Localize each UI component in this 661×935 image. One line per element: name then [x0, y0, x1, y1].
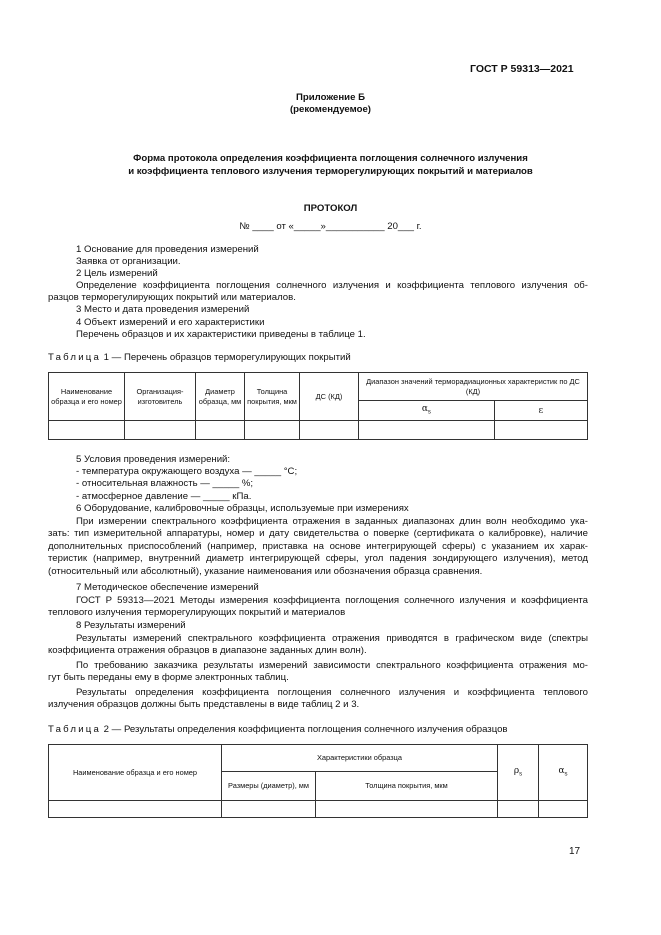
table-row — [49, 421, 588, 440]
t1-header-name: Наименование образца и его номер — [49, 373, 125, 421]
t1-header-alpha: $\alpha_s$ — [359, 401, 495, 421]
section-7-text-1: ГОСТ Р 59313—2021 Методы измерения коэффициента поглощения солнечного излучения и коэффициента — [76, 595, 588, 606]
table-1-caption-prefix: Таблица — [48, 352, 102, 363]
table-cell — [196, 421, 245, 440]
condition-humidity: - относительная влажность — _____ %; — [76, 478, 254, 489]
table-1-caption — [48, 352, 351, 363]
page-number: 17 — [569, 846, 581, 857]
t1-header-eps: ε — [494, 401, 587, 421]
t1-header-ds: ДС (КД) — [300, 373, 359, 421]
table-cell — [494, 421, 587, 440]
section-6-text-4: теристик (например, внутренний диаметр интегрирующей сферы, угол падения зондирующего излучения), метод — [48, 553, 588, 564]
section-5-heading: 5 Условия проведения измерений: — [76, 454, 231, 465]
table-cell — [222, 801, 316, 818]
table-cell — [498, 801, 539, 818]
section-8-text-5: Результаты определения коэффициента поглощения солнечного излучения и коэффициента теплового — [76, 687, 588, 698]
table-2-caption — [48, 724, 508, 735]
table-cell — [316, 801, 498, 818]
t1-header-thickness: Толщина покрытия, мкм — [245, 373, 300, 421]
table-cell — [245, 421, 300, 440]
section-2-text-2: разцов терморегулирующих покрытий или материалов. — [48, 292, 296, 303]
form-title-line-1: Форма протокола определения коэффициента поглощения солнечного излучения — [133, 153, 528, 164]
section-1-heading: 1 Основание для проведения измерений — [76, 244, 259, 255]
section-8-text-2: коэффициента отражения образцов в диапазоне заданных длин волн). — [48, 645, 367, 656]
t2-header-name: Наименование образца и его номер — [49, 745, 222, 801]
protocol-title: ПРОТОКОЛ — [303, 203, 358, 214]
section-6-text-1: При измерении спектрального коэффициента отражения в заданных диапазонах длин волн необходимо ука- — [76, 516, 588, 527]
section-3-heading: 3 Место и дата проведения измерений — [76, 304, 250, 315]
section-4-heading: 4 Объект измерений и его характеристики — [76, 317, 265, 328]
t2-header-chars: Характеристики образца — [222, 745, 498, 772]
table-1 — [48, 372, 588, 440]
appendix-subtitle: (рекомендуемое) — [289, 104, 371, 115]
table-2-caption-text: 2 — Результаты определения коэффициента поглощения солнечного излучения образцов — [101, 724, 508, 735]
section-8-text-4: гут быть переданы ему в форме электронных таблиц. — [48, 672, 289, 683]
table-cell — [49, 801, 222, 818]
table-1-caption-text: 1 — Перечень образцов терморегулирующих покрытий — [101, 352, 351, 363]
t2-header-rho: $\rho_s$ — [498, 745, 539, 801]
table-row — [49, 801, 588, 818]
section-2-heading: 2 Цель измерений — [76, 268, 158, 279]
section-8-text-1: Результаты измерений спектрального коэффициента отражения приводятся в графическом виде (спектры — [76, 633, 588, 644]
section-7-text-2: теплового излучения терморегулирующих покрытий и материалов — [48, 607, 346, 618]
t1-header-range: Диапазон значений терморадиационных характеристик по ДС (КД) — [359, 373, 588, 401]
t1-header-org: Организация-изготовитель — [125, 373, 196, 421]
section-6-text-3: дополнительных приспособлений (например, приставка на основе интегрирующей сферы) с указанием их харак- — [48, 541, 588, 552]
section-7-heading: 7 Методическое обеспечение измерений — [76, 582, 259, 593]
standard-code: ГОСТ Р 59313—2021 — [470, 63, 574, 75]
table-2 — [48, 744, 588, 818]
section-6-text-5: (относительный или абсолютный), указание наименования или обозначения образца сравнения. — [48, 566, 483, 577]
table-cell — [125, 421, 196, 440]
table-cell — [49, 421, 125, 440]
condition-pressure: - атмосферное давление — _____ кПа. — [76, 491, 252, 502]
section-8-text-3: По требованию заказчика результаты измерений зависимости спектрального коэффициента отражения мо- — [76, 660, 588, 671]
t2-header-size: Размеры (диаметр), мм — [222, 772, 316, 801]
condition-temperature: - температура окружающего воздуха — _____ °С; — [76, 466, 298, 477]
section-2-text-1: Определение коэффициента поглощения солнечного излучения и коэффициента теплового излучения об- — [76, 280, 588, 291]
table-2-caption-prefix: Таблица — [48, 724, 102, 735]
t2-header-alpha: $\alpha_s$ — [539, 745, 588, 801]
form-title-line-2: и коэффициента теплового излучения терморегулирующих покрытий и материалов — [128, 166, 533, 177]
table-cell — [539, 801, 588, 818]
section-1-text: Заявка от организации. — [76, 256, 181, 267]
table-cell — [300, 421, 359, 440]
section-8-heading: 8 Результаты измерений — [76, 620, 186, 631]
t2-header-thickness: Толщина покрытия, мкм — [316, 772, 498, 801]
t1-header-diameter: Диаметр образца, мм — [196, 373, 245, 421]
table-cell — [359, 421, 495, 440]
protocol-number-line: № ____ от «_____»___________ 20___ г. — [239, 221, 422, 232]
section-6-text-2: зать: тип измерительной аппаратуры, номер и дату свидетельства о поверке (сертификата о калибровке), наличие — [48, 528, 588, 539]
section-6-heading: 6 Оборудование, калибровочные образцы, используемые при измерениях — [76, 503, 409, 514]
section-4-text: Перечень образцов и их характеристики приведены в таблице 1. — [76, 329, 366, 340]
section-8-text-6: излучения образцов должны быть представлены в виде таблиц 2 и 3. — [48, 699, 360, 710]
appendix-title: Приложение Б — [296, 92, 365, 103]
